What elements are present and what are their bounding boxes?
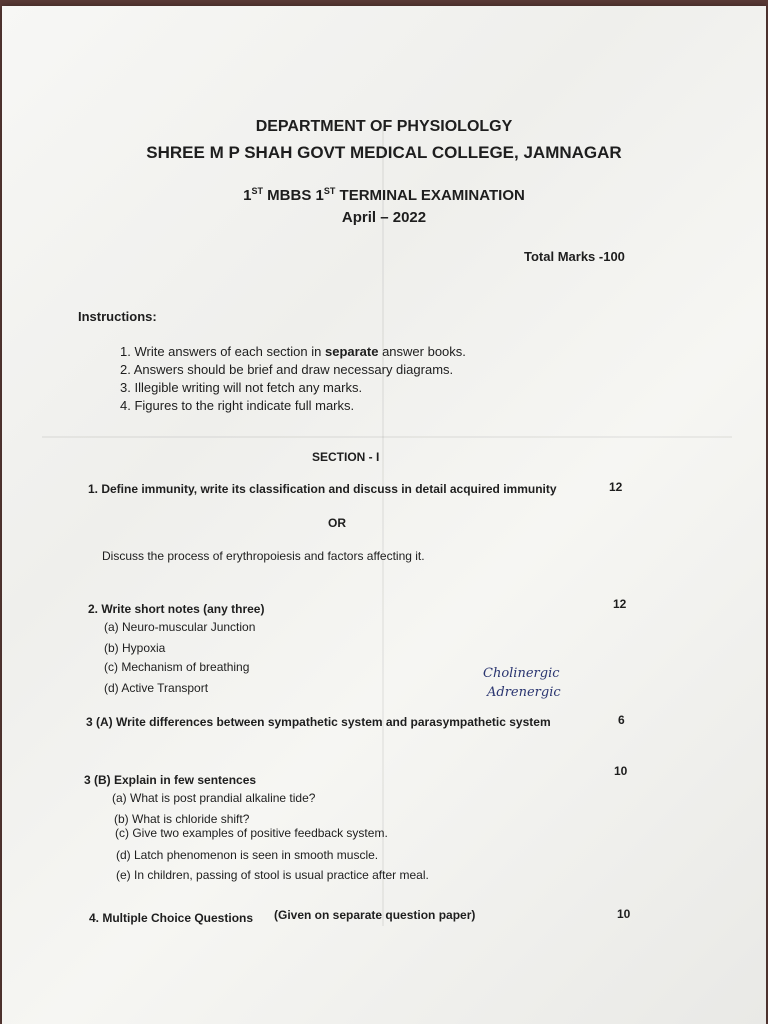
total-marks: Total Marks -100 [524,249,625,264]
question-2-item: (c) Mechanism of breathing [104,660,250,674]
question-2-item: (a) Neuro-muscular Junction [104,620,256,634]
question-3b-item: (d) Latch phenomenon is seen in smooth muscle. [116,848,379,862]
question-4-note: (Given on separate question paper) [274,908,476,922]
question-1-alternative: Discuss the process of erythropoiesis and factors affecting it. [102,549,425,563]
instruction-item: 4. Figures to the right indicate full marks. [120,398,355,413]
instructions-label: Instructions: [78,309,157,324]
question-3b: 3 (B) Explain in few sentences [84,773,257,787]
question-2-marks: 12 [613,597,627,611]
question-4: 4. Multiple Choice Questions [89,911,254,925]
question-3b-item: (c) Give two examples of positive feedback system. [115,826,388,840]
handwritten-note: Cholinergic [483,666,560,681]
department-title: DEPARTMENT OF PHYSIOLOLGY [255,118,513,135]
question-1: 1. Define immunity, write its classification and discuss in detail acquired immunity [88,482,557,496]
question-3a: 3 (A) Write differences between sympathetic system and parasympathetic system [86,715,551,729]
question-2: 2. Write short notes (any three) [88,602,265,616]
exam-date: April – 2022 [341,209,427,226]
college-title: SHREE M P SHAH GOVT MEDICAL COLLEGE, JAMNAGAR [146,143,622,162]
question-3b-item: (e) In children, passing of stool is usual practice after meal. [116,868,429,882]
section-heading: SECTION - I [312,450,380,464]
question-3b-marks: 10 [614,764,628,778]
instruction-item: 3. Illegible writing will not fetch any marks. [120,380,363,395]
paper-crease [42,436,732,438]
question-3b-item: (a) What is post prandial alkaline tide? [112,791,316,805]
question-3a-marks: 6 [618,713,625,727]
or-divider: OR [328,516,346,530]
question-2-item: (b) Hypoxia [104,641,166,655]
instruction-item: 1. Write answers of each section in separate answer books. [120,344,466,359]
handwritten-note: Adrenergic [487,685,561,700]
question-1-marks: 12 [609,480,623,494]
paper-crease [382,126,384,926]
question-3b-item: (b) What is chloride shift? [114,812,250,826]
question-4-marks: 10 [617,907,631,921]
exam-title: 1ST MBBS 1ST TERMINAL EXAMINATION [243,186,525,204]
instruction-item: 2. Answers should be brief and draw necessary diagrams. [120,362,454,377]
question-2-item: (d) Active Transport [104,681,209,695]
